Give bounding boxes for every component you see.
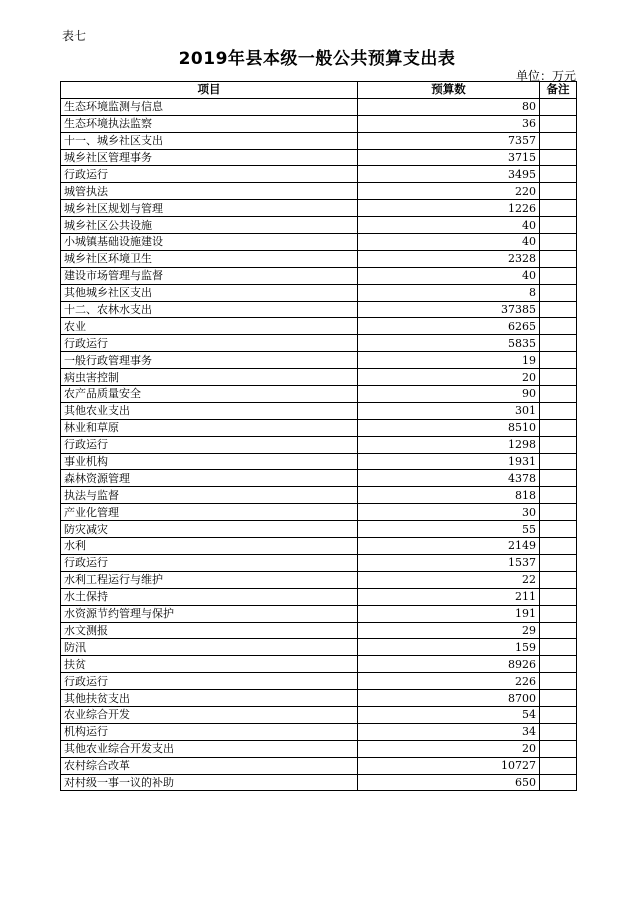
row-item: 行政运行 [61, 436, 358, 453]
row-item: 防汛 [61, 639, 358, 656]
table-row [61, 402, 577, 419]
row-note [540, 98, 577, 115]
row-note [540, 554, 577, 571]
row-note [540, 386, 577, 403]
row-note [540, 267, 577, 284]
table-row [61, 453, 577, 470]
table-row [61, 132, 577, 149]
row-value: 90 [358, 386, 540, 403]
row-note [540, 352, 577, 369]
row-note [540, 470, 577, 487]
row-value: 37385 [358, 301, 540, 318]
row-note [540, 639, 577, 656]
row-item: 水利 [61, 538, 358, 555]
row-value: 3495 [358, 166, 540, 183]
row-item: 生态环境执法监察 [61, 115, 358, 132]
table-row [61, 690, 577, 707]
row-note [540, 504, 577, 521]
row-item: 农村综合改革 [61, 757, 358, 774]
table-row [61, 149, 577, 166]
row-note [540, 690, 577, 707]
table-row [61, 98, 577, 115]
row-note [540, 723, 577, 740]
table-row [61, 166, 577, 183]
table-row [61, 436, 577, 453]
row-value: 8700 [358, 690, 540, 707]
row-item: 其他城乡社区支出 [61, 284, 358, 301]
table-row [61, 386, 577, 403]
row-value: 22 [358, 571, 540, 588]
row-item: 行政运行 [61, 554, 358, 571]
row-note [540, 217, 577, 234]
row-note [540, 183, 577, 200]
row-item: 小城镇基础设施建设 [61, 234, 358, 251]
table-row [61, 284, 577, 301]
row-note [540, 318, 577, 335]
table-row [61, 656, 577, 673]
row-note [540, 301, 577, 318]
unit-label: 单位：万元 [515, 69, 576, 83]
row-value: 19 [358, 352, 540, 369]
row-note [540, 622, 577, 639]
table-row [61, 571, 577, 588]
table-row [61, 622, 577, 639]
row-value: 6265 [358, 318, 540, 335]
table-row [61, 217, 577, 234]
row-item: 其他农业支出 [61, 402, 358, 419]
row-value: 55 [358, 521, 540, 538]
table-row [61, 639, 577, 656]
row-note [540, 656, 577, 673]
row-note [540, 453, 577, 470]
row-value: 36 [358, 115, 540, 132]
row-value: 301 [358, 402, 540, 419]
row-value: 818 [358, 487, 540, 504]
row-value: 8510 [358, 419, 540, 436]
row-value: 1226 [358, 200, 540, 217]
row-item: 城乡社区规划与管理 [61, 200, 358, 217]
row-value: 10727 [358, 757, 540, 774]
table-row [61, 200, 577, 217]
row-item: 事业机构 [61, 453, 358, 470]
row-note [540, 200, 577, 217]
table-row [61, 318, 577, 335]
row-value: 7357 [358, 132, 540, 149]
row-value: 1931 [358, 453, 540, 470]
table-row [61, 335, 577, 352]
table-row [61, 487, 577, 504]
row-item: 城乡社区环境卫生 [61, 250, 358, 267]
row-note [540, 335, 577, 352]
row-item: 城管执法 [61, 183, 358, 200]
header-item: 项目 [61, 82, 358, 99]
table-row [61, 183, 577, 200]
row-item: 城乡社区管理事务 [61, 149, 358, 166]
row-value: 40 [358, 267, 540, 284]
row-note [540, 419, 577, 436]
table-row [61, 757, 577, 774]
row-note [540, 757, 577, 774]
row-item: 一般行政管理事务 [61, 352, 358, 369]
budget-table [60, 81, 577, 791]
row-value: 8 [358, 284, 540, 301]
row-value: 30 [358, 504, 540, 521]
table-row [61, 470, 577, 487]
table-row [61, 521, 577, 538]
row-item: 对村级一事一议的补助 [61, 774, 358, 791]
row-note [540, 571, 577, 588]
row-value: 159 [358, 639, 540, 656]
row-value: 211 [358, 588, 540, 605]
row-item: 其他农业综合开发支出 [61, 740, 358, 757]
row-item: 水土保持 [61, 588, 358, 605]
page-title: 2019年县本级一般公共预算支出表 [178, 49, 456, 69]
row-item: 建设市场管理与监督 [61, 267, 358, 284]
row-note [540, 538, 577, 555]
table-row [61, 419, 577, 436]
row-value: 80 [358, 98, 540, 115]
row-item: 防灾减灾 [61, 521, 358, 538]
row-value: 40 [358, 234, 540, 251]
table-row [61, 774, 577, 791]
row-item: 森林资源管理 [61, 470, 358, 487]
table-row [61, 538, 577, 555]
table-row [61, 740, 577, 757]
row-note [540, 774, 577, 791]
row-item: 水资源节约管理与保护 [61, 605, 358, 622]
row-value: 2149 [358, 538, 540, 555]
table-label: 表七 [62, 29, 87, 43]
row-item: 行政运行 [61, 335, 358, 352]
row-note [540, 149, 577, 166]
row-note [540, 521, 577, 538]
row-value: 54 [358, 706, 540, 723]
row-item: 水文测报 [61, 622, 358, 639]
row-value: 220 [358, 183, 540, 200]
table-row [61, 504, 577, 521]
row-item: 行政运行 [61, 166, 358, 183]
row-value: 20 [358, 740, 540, 757]
table-row [61, 706, 577, 723]
table-row [61, 673, 577, 690]
row-note [540, 166, 577, 183]
row-item: 病虫害控制 [61, 369, 358, 386]
row-item: 行政运行 [61, 673, 358, 690]
row-value: 40 [358, 217, 540, 234]
row-note [540, 588, 577, 605]
row-item: 执法与监督 [61, 487, 358, 504]
row-item: 生态环境监测与信息 [61, 98, 358, 115]
row-note [540, 284, 577, 301]
row-value: 8926 [358, 656, 540, 673]
row-value: 2328 [358, 250, 540, 267]
table-row [61, 234, 577, 251]
row-item: 十二、农林水支出 [61, 301, 358, 318]
row-note [540, 234, 577, 251]
table-row [61, 588, 577, 605]
row-note [540, 487, 577, 504]
table-row [61, 723, 577, 740]
table-row [61, 115, 577, 132]
row-value: 191 [358, 605, 540, 622]
header-budget: 预算数 [358, 82, 540, 99]
row-value: 20 [358, 369, 540, 386]
row-note [540, 250, 577, 267]
row-item: 城乡社区公共设施 [61, 217, 358, 234]
row-value: 4378 [358, 470, 540, 487]
table-row [61, 267, 577, 284]
row-note [540, 605, 577, 622]
row-item: 农业 [61, 318, 358, 335]
table-row [61, 301, 577, 318]
table-row [61, 369, 577, 386]
row-item: 扶贫 [61, 656, 358, 673]
row-note [540, 706, 577, 723]
table-row [61, 352, 577, 369]
row-value: 650 [358, 774, 540, 791]
row-value: 34 [358, 723, 540, 740]
row-item: 产业化管理 [61, 504, 358, 521]
row-note [540, 402, 577, 419]
row-item: 十一、城乡社区支出 [61, 132, 358, 149]
row-item: 林业和草原 [61, 419, 358, 436]
row-value: 29 [358, 622, 540, 639]
table-row [61, 250, 577, 267]
row-value: 1298 [358, 436, 540, 453]
row-note [540, 436, 577, 453]
row-note [540, 115, 577, 132]
row-value: 5835 [358, 335, 540, 352]
row-item: 农业综合开发 [61, 706, 358, 723]
table-row [61, 554, 577, 571]
row-value: 1537 [358, 554, 540, 571]
row-item: 机构运行 [61, 723, 358, 740]
row-value: 3715 [358, 149, 540, 166]
table-row [61, 605, 577, 622]
table-header-row [61, 82, 577, 99]
row-note [540, 132, 577, 149]
row-value: 226 [358, 673, 540, 690]
row-note [540, 673, 577, 690]
header-note: 备注 [540, 82, 577, 99]
row-item: 水利工程运行与维护 [61, 571, 358, 588]
row-note [540, 369, 577, 386]
row-note [540, 740, 577, 757]
row-item: 农产品质量安全 [61, 386, 358, 403]
row-item: 其他扶贫支出 [61, 690, 358, 707]
